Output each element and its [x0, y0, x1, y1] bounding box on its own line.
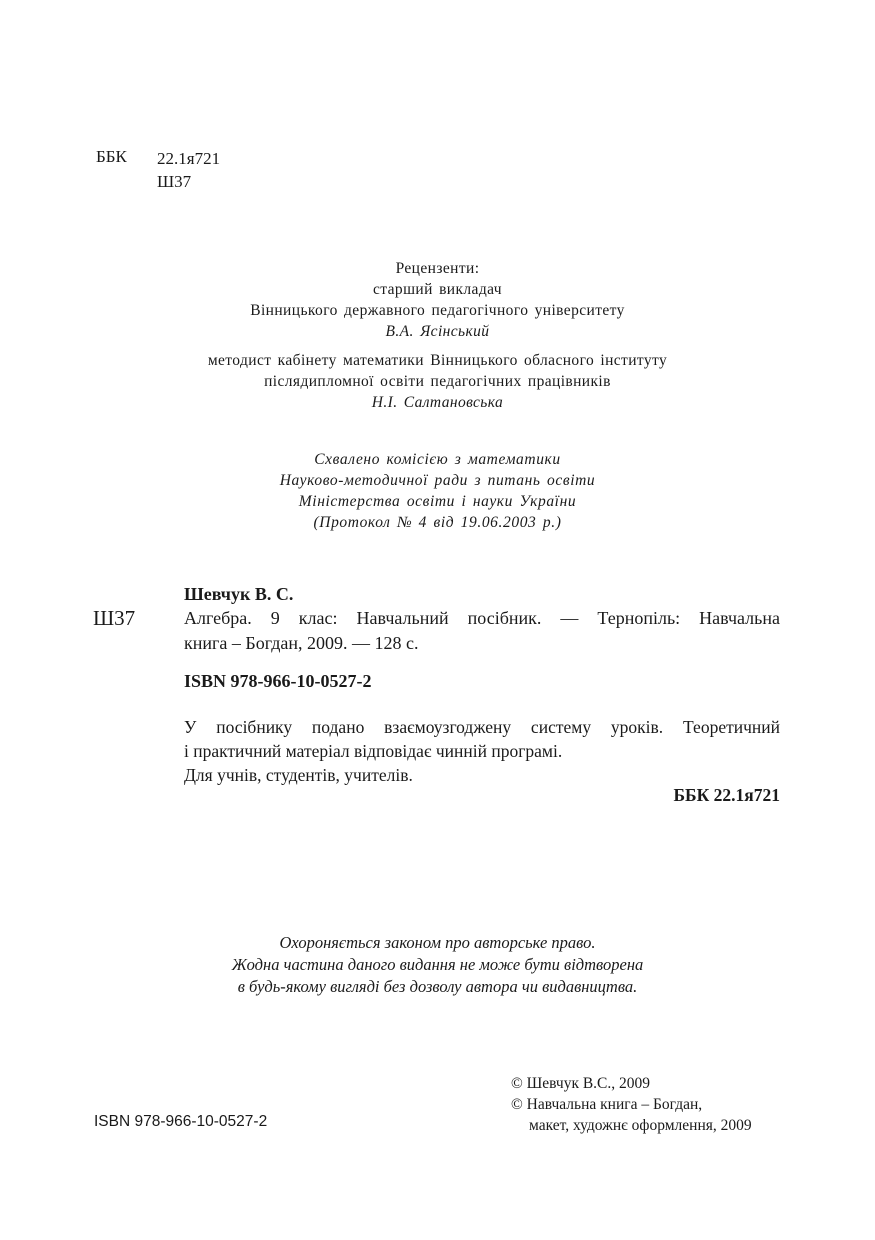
reviewer-2-institution: післядипломної освіти педагогічних працівників: [264, 373, 611, 390]
approval-section: [0, 449, 875, 533]
approval-line-4: (Протокол № 4 від 19.06.2003 р.): [313, 514, 562, 531]
abstract-line-1: У посібнику подано взаємоузгоджену систему уроків. Теоретичний: [184, 717, 780, 737]
copyright-notice-line-2: Жодна частина даного видання не може бути відтворена: [231, 955, 644, 974]
catalog-shelf-code: Ш37: [93, 606, 136, 630]
reviewer-1-name: В.А. Ясінський: [385, 323, 490, 340]
footer-isbn: ISBN 978-966-10-0527-2: [94, 1113, 268, 1130]
reviewer-1-position: старший викладач: [373, 281, 502, 298]
reviewer-2-name: Н.І. Салтановська: [371, 394, 504, 411]
abstract-line-3: Для учнів, студентів, учителів.: [184, 765, 413, 785]
approval-line-1: Схвалено комісією з математики: [314, 451, 561, 468]
reviewers-heading: Рецензенти:: [395, 260, 480, 277]
reviewer-1-institution: Вінницького державного педагогічного університету: [250, 302, 625, 319]
copyright-notice-line-3: в будь-якому вигляді без дозволу автора чи видавництва.: [237, 977, 638, 996]
reviewer-2-position: методист кабінету математики Вінницького обласного інституту: [207, 352, 668, 369]
author-index: Ш37: [157, 172, 192, 191]
copyright-publisher: © Навчальна книга – Богдан,: [511, 1096, 703, 1113]
catalog-title-line-1: Алгебра. 9 клас: Навчальний посібник. — Тернопіль: Навчальна: [184, 608, 780, 628]
reviewers-section: [0, 258, 875, 413]
udk-code-block: [157, 147, 220, 193]
approval-line-3: Міністерства освіти і науки України: [298, 493, 577, 510]
abstract-line-2: і практичний матеріал відповідає чинній програмі.: [184, 741, 563, 761]
copyright-holders: [511, 1073, 752, 1136]
udk-label: ББК: [96, 147, 127, 166]
catalog-isbn: ISBN 978-966-10-0527-2: [184, 671, 372, 691]
approval-line-2: Науково-методичної ради з питань освіти: [279, 472, 596, 489]
catalog-title-line-2: книга – Богдан, 2009. — 128 с.: [184, 633, 419, 653]
copyright-publisher-detail: макет, художнє оформлення, 2009: [529, 1117, 752, 1134]
copyright-author: © Шевчук В.С., 2009: [511, 1075, 651, 1092]
abstract: [184, 715, 780, 787]
udk-code: 22.1я721: [157, 149, 221, 168]
copyright-notice: [0, 932, 875, 998]
abstract-udk: ББК 22.1я721: [673, 785, 780, 805]
copyright-notice-line-1: Охороняється законом про авторське право.: [279, 933, 596, 952]
catalog-author: Шевчук В. С.: [184, 584, 294, 604]
